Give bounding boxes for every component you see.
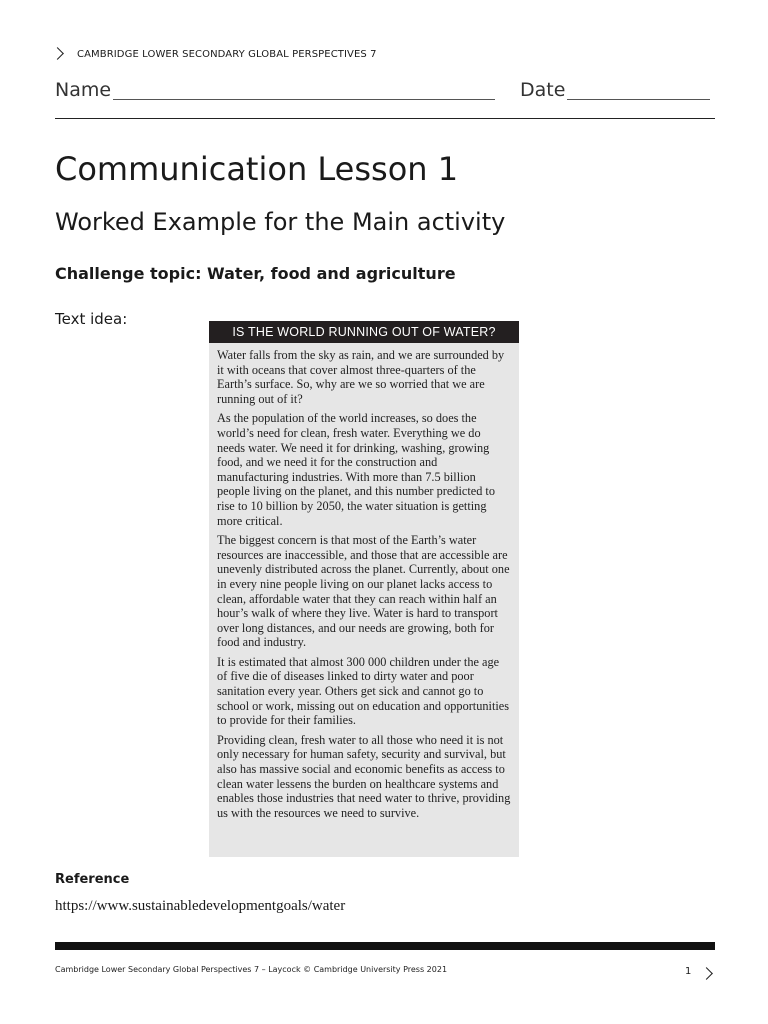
article-heading: IS THE WORLD RUNNING OUT OF WATER? [209, 321, 519, 343]
date-field-line[interactable] [567, 99, 710, 100]
header-divider [55, 118, 715, 119]
article-paragraph: Providing clean, fresh water to all those who need it is not only necessary for human safety, security and survival, but also has massive social and economic benefits as access to clean water lessens the burden on healthcare systems and enables those industries that need water to thrive, providing us with the resources we need to survive. [217, 732, 511, 820]
page-number: 1 [685, 966, 692, 977]
name-field-line[interactable] [113, 99, 495, 100]
article-paragraph: Water falls from the sky as rain, and we are surrounded by it with oceans that cover almost three-quarters of the Earth’s surface. So, why are we so worried that we are running out of it? [217, 348, 505, 406]
text-idea-label: Text idea: [55, 310, 128, 328]
footer-divider [55, 942, 715, 950]
page-title: Communication Lesson 1 [55, 150, 459, 188]
challenge-topic: Challenge topic: Water, food and agriculture [55, 264, 456, 283]
article-body [209, 343, 519, 820]
reference-label: Reference [55, 872, 130, 887]
name-label: Name [55, 79, 112, 101]
article-paragraph: As the population of the world increases, so does the world’s need for clean, fresh water. Everything we do needs water. We need it for drinking, washing, growing food, and we need it for the construction and manufacturing industries. With more than 7.5 billion people living on the planet, and this number predicted to rise to 10 billion by 2050, the water situation is getting more critical. [217, 411, 495, 528]
article-paragraph: The biggest concern is that most of the Earth’s water resources are inaccessible, and those that are accessible are unevenly distributed across the planet. Currently, about one in every nine people living on our planet lacks access to clean, affordable water that they can reach within half an hour’s walk of where they live. Water is hard to transport over long distances, and our needs are growing, both for food and industry. [217, 533, 510, 650]
series-title: CAMBRIDGE LOWER SECONDARY GLOBAL PERSPECTIVES 7 [77, 49, 377, 60]
chevron-right-icon[interactable] [700, 967, 713, 980]
footer-text: Cambridge Lower Secondary Global Perspectives 7 – Laycock © Cambridge University Press 2021 [55, 965, 448, 974]
date-label: Date [520, 79, 566, 101]
article-box [209, 321, 519, 857]
article-paragraph: It is estimated that almost 300 000 children under the age of five die of diseases linked to dirty water and poor sanitation every year. Others get sick and cannot go to school or work, missing out on education and opportunities to provide for their families. [217, 654, 510, 728]
page-subtitle: Worked Example for the Main activity [55, 208, 506, 236]
reference-url[interactable]: https://www.sustainabledevelopmentgoals/water [55, 898, 346, 914]
chevron-right-icon [51, 47, 64, 60]
